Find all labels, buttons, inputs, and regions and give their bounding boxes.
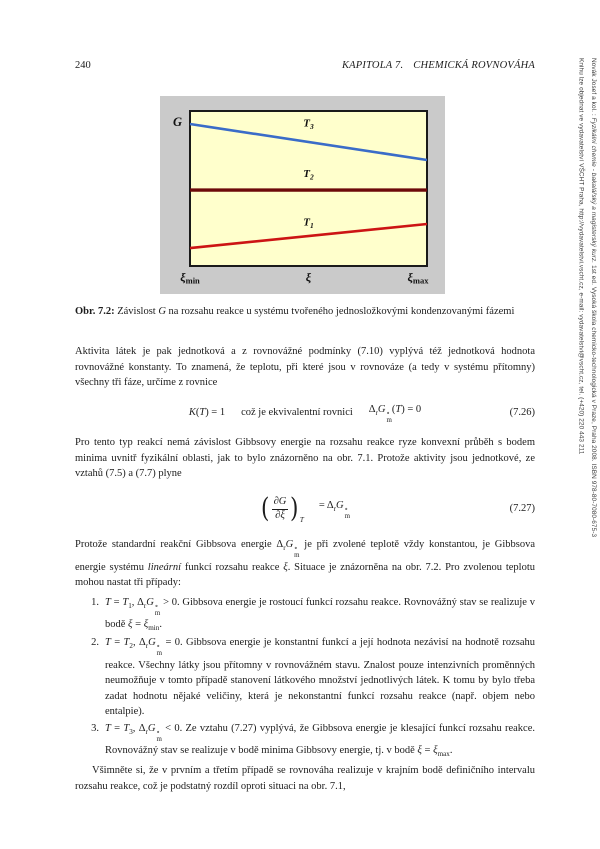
equation-7-27: [75, 491, 535, 527]
figure-caption: Obr. 7.2: Závislost G na rozsahu reakce u systému tvořeného jednosložkovými kondenzovanými fázemi: [75, 305, 515, 317]
equation-7-27-rhs: = $\Delta_rG$ ∘ m: [318, 499, 350, 520]
figure-7-2-chart: [160, 96, 445, 294]
list-item-text: $T = T_2$, $\Delta_rG$ ∘ m = 0. Gibbsova energie je konstantní funkcí a její hodnota nezávisí na hodnotě rozsahu reakce. Všechny látky jsou přítomny v rovnovážném stavu. Znalost pouze intenzivních proměnných neumožňuje v tomto případě stanovení látkového množství jednotlivých látek. K tomu by bylo třeba zadat hodnotu nějaké veličiny, která je nekonstantní funkcí rozsahu reakce (např. objem nebo entalpie).: [105, 636, 535, 718]
page-number: 240: [75, 60, 91, 71]
page-content: [75, 58, 535, 794]
partial-derivative-fraction: [271, 496, 290, 522]
close-paren: ): [290, 493, 299, 525]
x-tick-label: $\xi_{min}$: [180, 269, 200, 286]
series-label-T1: $T_1$: [303, 216, 314, 230]
y-axis-label: G: [172, 114, 182, 129]
constant-T-subscript: [300, 515, 304, 526]
equation-7-26-rhs: $\Delta_rG$ ∘ m (T) = 0: [368, 403, 422, 425]
equation-7-27-lhs: [260, 493, 304, 525]
list-item: [75, 635, 535, 720]
list-item-text: $T = T_1$, $\Delta_rG$ ∘ m > 0. Gibbsova energie je rostoucí funkcí rozsahu reakce. Rovnovážný stav se realizuje v bodě $\xi = \xi_{min}$.: [105, 596, 536, 633]
open-paren: (: [261, 493, 270, 525]
list-item-number: 3.: [91, 722, 99, 734]
cases-list: [75, 595, 535, 760]
series-label-T2: $T_2$: [303, 167, 314, 181]
list-item: [75, 595, 535, 634]
chapter-header: [342, 58, 535, 74]
equation-7-26-lhs: K(T) = 1: [188, 407, 226, 419]
paragraph-activity: Aktivita látek je pak jednotková a z rovnovážné podmínky (7.10) vyplývá též jednotková hodnota rovnovážné konstanty. To znamená, že teplotu, při které jsou v rovnováze (a tedy v systému přítomny) všechny tři fáze, určíme z rovnice: [75, 346, 535, 389]
subscript-T: T: [299, 515, 304, 524]
margin-note-order-info: Knihu lze objednat ve vydavatelství VŠCHT Praha, http://vydavatelstvi.vscht.cz, e-mail: vydavatelstvi@vscht.cz, tel. (+420) 220 443 211: [577, 58, 585, 455]
list-item: [75, 721, 535, 760]
x-tick-label: ξ: [305, 269, 312, 284]
chapter-label: KAPITOLA 7.: [341, 60, 404, 71]
equation-7-26-text: což je ekvivalentní rovnici: [241, 407, 353, 419]
list-item-number: 2.: [91, 636, 99, 648]
paragraph-linear-function: Protože standardní reakční Gibbsova energie $\Delta_rG$ ∘ m je při zvolené teplotě vždy konstantou, je Gibbsova energie systému lineární funkcí rozsahu reakce ξ. Situace je znázorněna na obr. 7.2. Pro zvolenou teplotu mohou nastat tři případy:: [75, 538, 535, 589]
fraction-numerator: ∂G: [273, 495, 287, 507]
figure-7-2: [160, 96, 445, 294]
chapter-title: CHEMICKÁ ROVNOVÁHA: [413, 60, 535, 71]
fraction-denominator: ∂ξ: [272, 509, 288, 522]
page-header: [75, 58, 535, 74]
equation-7-27-tag: (7.27): [509, 503, 535, 515]
margin-note-citation: Novák Josef a kol. : Fyzikální chemie - bakalářský a magisterský kurz. 1st ed. Vysoká škola chemicko-technologická v Praze, Praha 2008. ISBN 978-80-7080-675-3: [589, 58, 597, 538]
list-item-text: $T = T_3$, $\Delta_rG$ ∘ m < 0. Ze vztahu (7.27) vyplývá, že Gibbsova energie je klesající funkcí rozsahu reakce. Rovnovážný stav se realizuje v bodě minima Gibbsovy energie, tj. v bodě $\xi = \xi_{max}$.: [105, 722, 536, 759]
paragraph-closing: Všimněte si, že v prvním a třetím případě se rovnováha realizuje v krajním bodě definičního intervalu rozsahu reakce, což je podstatný rozdíl oproti situaci na obr. 7.1,: [75, 765, 535, 792]
margin-note: [574, 58, 599, 537]
equation-7-26-tag: (7.26): [509, 407, 535, 419]
equation-7-26: [75, 402, 535, 425]
series-label-T3: $T_3$: [303, 117, 314, 131]
paragraph-convexity: Pro tento typ reakcí nemá závislost Gibbsovy energie na rozsahu reakce ryze konvexní průběh s bodem minima uvnitř fyzikální oblasti, jak to bylo znázorněno na obr. 7.1. Protože aktivity jsou jednotkové, ze vztahů (7.5) a (7.7) plyne: [75, 437, 535, 480]
x-tick-label: $\xi_{max}$: [407, 269, 429, 286]
list-item-number: 1.: [91, 596, 99, 608]
